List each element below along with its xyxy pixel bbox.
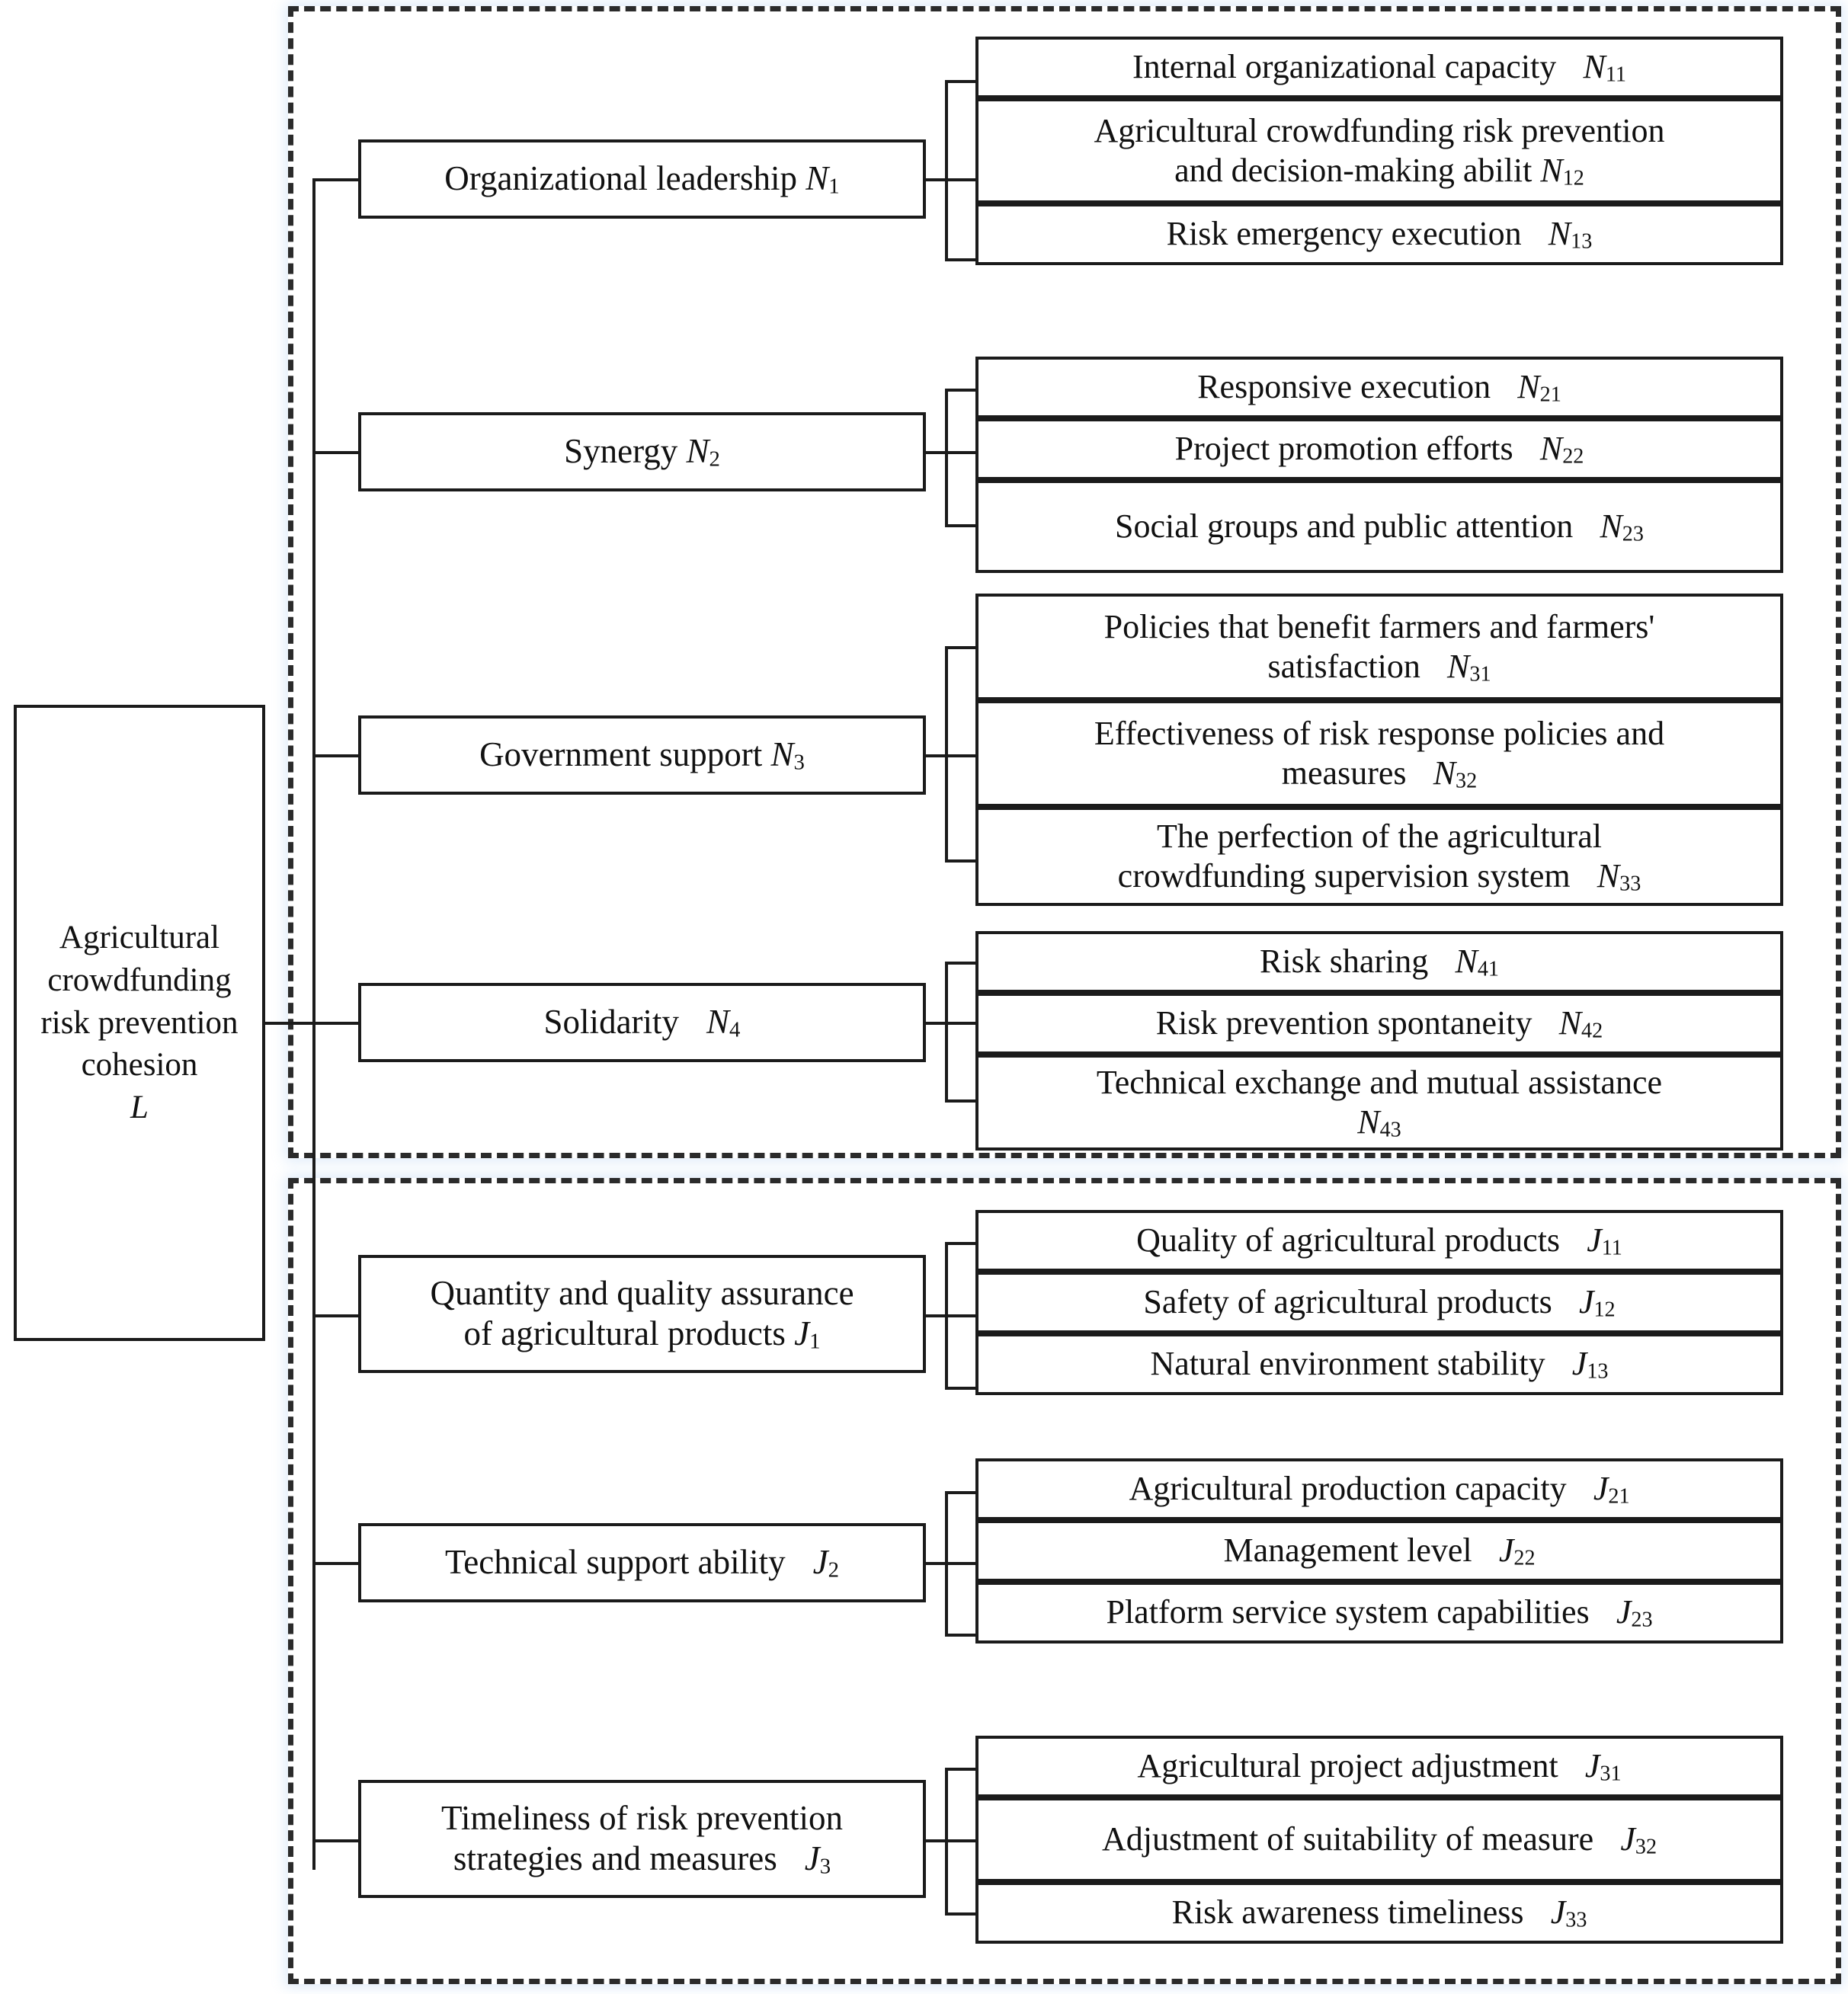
- connector-trunk-to-N4: [312, 1022, 360, 1025]
- connector-N4-to-N42: [945, 1022, 977, 1025]
- indicator-label-N43: Technical exchange and mutual assistance $N_{43}$: [1096, 1063, 1663, 1142]
- connector-N2-to-N23: [945, 524, 977, 527]
- indicator-label-J22: Management level $J_{22}$: [1223, 1532, 1536, 1570]
- root-node-label: Agricultural crowdfunding risk prevention cohesion L: [40, 919, 239, 1126]
- indicator-label-N21: Responsive execution $N_{21}$: [1197, 368, 1561, 407]
- indicator-node-N31[interactable]: [975, 594, 1783, 700]
- indicator-node-J11[interactable]: [975, 1210, 1783, 1272]
- criteria-node-N4[interactable]: [358, 983, 926, 1062]
- root-node-cohesion[interactable]: [14, 705, 265, 1341]
- connector-trunk-to-J2: [312, 1562, 360, 1565]
- indicator-label-N32: Effectiveness of risk response policies and measures $N_{32}$: [1094, 714, 1665, 793]
- indicator-node-J31[interactable]: [975, 1736, 1783, 1797]
- indicator-node-N22[interactable]: [975, 418, 1783, 480]
- connector-N3-spine: [945, 646, 948, 859]
- indicator-label-N11: Internal organizational capacity $N_{11}$: [1132, 48, 1626, 87]
- connector-J2-to-J23: [945, 1634, 977, 1637]
- indicator-label-J12: Safety of agricultural products $J_{12}$: [1143, 1283, 1616, 1322]
- indicator-node-N32[interactable]: [975, 700, 1783, 807]
- indicator-label-N33: The perfection of the agricultural crowdfunding supervision system $N_{33}$: [1117, 817, 1641, 896]
- indicator-node-J22[interactable]: [975, 1520, 1783, 1582]
- indicator-node-N43[interactable]: [975, 1055, 1783, 1151]
- root-symbol: L: [130, 1090, 149, 1126]
- indicator-node-N23[interactable]: [975, 480, 1783, 573]
- connector-N3-to-N33: [945, 859, 977, 863]
- connector-N2-to-N22: [945, 451, 977, 454]
- connector-J2-to-J21: [945, 1491, 977, 1494]
- indicator-label-N23: Social groups and public attention $N_{23}$: [1115, 507, 1644, 546]
- indicator-node-J12[interactable]: [975, 1272, 1783, 1333]
- connector-J3-to-J32: [945, 1839, 977, 1842]
- connector-N1-to-N13: [945, 258, 977, 261]
- criteria-label-N3: Government support $N_3$: [479, 735, 805, 775]
- criteria-node-J1[interactable]: [358, 1255, 926, 1373]
- criteria-node-J3[interactable]: [358, 1780, 926, 1898]
- indicator-label-N31: Policies that benefit farmers and farmers' satisfaction $N_{31}$: [1103, 607, 1655, 687]
- indicator-label-N22: Project promotion efforts $N_{22}$: [1174, 430, 1584, 469]
- connector-N4-spine: [945, 962, 948, 1103]
- criteria-node-J2[interactable]: [358, 1523, 926, 1602]
- indicator-label-J21: Agricultural production capacity $J_{21}$: [1129, 1470, 1630, 1509]
- connector-N3-to-N32: [945, 754, 977, 757]
- connector-N3-to-N31: [945, 646, 977, 649]
- indicator-label-J31: Agricultural project adjustment $J_{31}$: [1137, 1747, 1622, 1786]
- indicator-node-N41[interactable]: [975, 931, 1783, 993]
- criteria-label-N2: Synergy $N_2$: [564, 431, 720, 472]
- connector-N1-spine: [945, 80, 948, 258]
- connector-root-stub: [265, 1022, 315, 1025]
- indicator-node-N33[interactable]: [975, 807, 1783, 906]
- connector-N4-to-N43: [945, 1099, 977, 1103]
- connector-N2-to-N21: [945, 389, 977, 392]
- connector-J3-to-J31: [945, 1768, 977, 1771]
- indicator-node-J33[interactable]: [975, 1882, 1783, 1944]
- indicator-label-J13: Natural environment stability $J_{13}$: [1150, 1345, 1609, 1384]
- indicator-label-N13: Risk emergency execution $N_{13}$: [1166, 215, 1593, 254]
- connector-trunk-to-J3: [312, 1839, 360, 1842]
- indicator-node-J13[interactable]: [975, 1333, 1783, 1395]
- indicator-label-N12: Agricultural crowdfunding risk prevention and decision-making abilit $N_{12}$: [1094, 111, 1665, 190]
- connector-J2-to-J22: [945, 1562, 977, 1565]
- connector-N1-to-N11: [945, 80, 977, 83]
- connector-J1-to-J12: [945, 1314, 977, 1317]
- criteria-label-J1: Quantity and quality assurance of agricultural products $J_1$: [430, 1273, 854, 1354]
- indicator-node-N13[interactable]: [975, 203, 1783, 265]
- connector-trunk-to-N2: [312, 451, 360, 454]
- indicator-label-J11: Quality of agricultural products $J_{11}$: [1136, 1221, 1622, 1260]
- criteria-node-N1[interactable]: [358, 139, 926, 219]
- criteria-node-N3[interactable]: [358, 715, 926, 795]
- indicator-node-N11[interactable]: [975, 37, 1783, 98]
- connector-N2-spine: [945, 389, 948, 526]
- connector-J1-to-J11: [945, 1242, 977, 1245]
- connector-trunk-to-N1: [312, 178, 360, 181]
- criteria-label-J3: Timeliness of risk prevention strategies and measures $J_3$: [440, 1798, 844, 1879]
- indicator-label-N42: Risk prevention spontaneity $N_{42}$: [1155, 1004, 1603, 1043]
- connector-N4-to-N41: [945, 962, 977, 965]
- connector-N1-to-N12: [945, 178, 977, 181]
- connector-J1-to-J13: [945, 1387, 977, 1390]
- indicator-label-N41: Risk sharing $N_{41}$: [1260, 943, 1499, 981]
- connector-trunk-to-J1: [312, 1314, 360, 1317]
- indicator-node-N12[interactable]: [975, 98, 1783, 203]
- indicator-label-J33: Risk awareness timeliness $J_{33}$: [1171, 1893, 1587, 1932]
- indicator-node-N21[interactable]: [975, 357, 1783, 418]
- indicator-node-J32[interactable]: [975, 1797, 1783, 1882]
- indicator-node-J21[interactable]: [975, 1458, 1783, 1520]
- connector-trunk-to-N3: [312, 754, 360, 757]
- criteria-label-N4: Solidarity $N_4$: [543, 1002, 741, 1042]
- indicator-node-J23[interactable]: [975, 1582, 1783, 1644]
- connector-J3-to-J33: [945, 1912, 977, 1916]
- indicator-label-J23: Platform service system capabilities $J_{23}$: [1106, 1593, 1653, 1632]
- indicator-node-N42[interactable]: [975, 993, 1783, 1055]
- indicator-label-J32: Adjustment of suitability of measure $J_{32}$: [1101, 1820, 1657, 1859]
- criteria-label-N1: Organizational leadership $N_1$: [444, 158, 840, 199]
- criteria-label-J2: Technical support ability $J_2$: [444, 1542, 840, 1583]
- criteria-node-N2[interactable]: [358, 412, 926, 491]
